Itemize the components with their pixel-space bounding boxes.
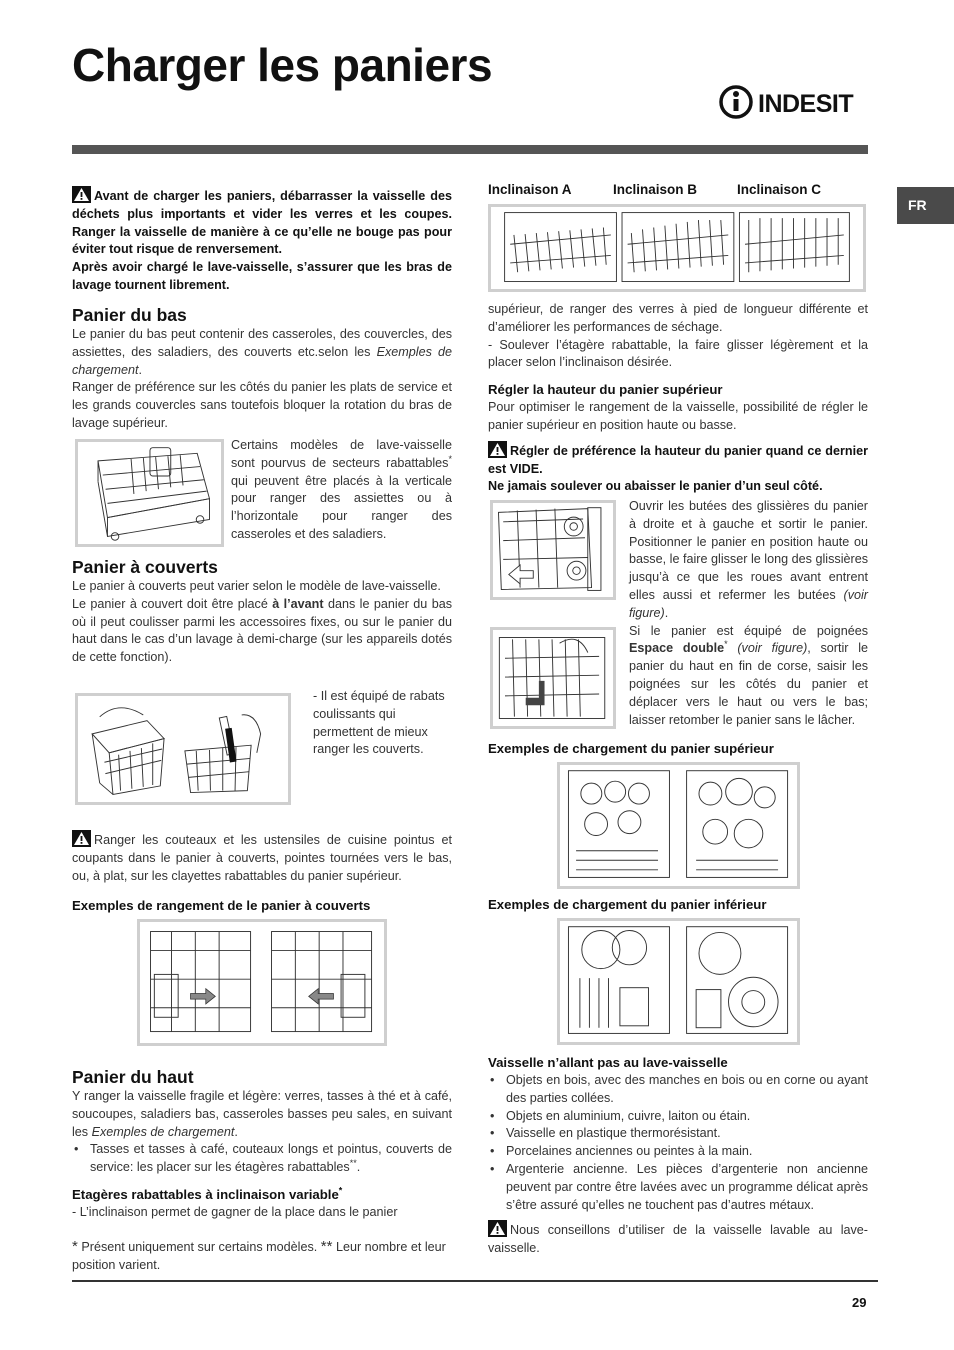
indesit-logo	[718, 84, 868, 124]
lower-basket-examples-figure	[557, 918, 800, 1045]
panier-bas-p3-sup: *	[448, 453, 452, 464]
intro-warning-text: Avant de charger les paniers, débarrasser la vaisselle des déchets plus importants et vider les verres et les coupes. Ranger la vaisselle de manière à ce qu’elle ne bouge pas pour éviter tout risque de renversement.	[72, 189, 452, 257]
panier-haut-bullets	[72, 1141, 452, 1177]
warning-icon	[72, 186, 91, 203]
couverts-warning	[72, 830, 452, 885]
panier-couverts-p1: Le panier à couverts peut varier selon le modèle de lave-vaisselle.	[72, 579, 441, 593]
cutlery-basket-drawing	[78, 696, 288, 802]
panier-couverts-heading: Panier à couverts	[72, 557, 218, 577]
espace-double-figure	[490, 627, 616, 729]
panier-haut-p1	[72, 1088, 452, 1141]
regler-p2-italic: (voir figure)	[629, 587, 869, 620]
list-item: • Vaisselle en plastique thermorésistant.	[488, 1125, 868, 1143]
panier-bas-p3-start: Certains modèles de lave-vaisselle sont pourvus de secteurs rabattables	[231, 438, 452, 470]
couverts-examples-heading: Exemples de rangement de le panier à couverts	[72, 898, 371, 914]
cont-text-2: - Soulever l’étagère rabattable, la faire glisser légèrement et la placer selon l’inclinaison désirée.	[488, 337, 868, 370]
panier-bas-p3	[231, 437, 452, 544]
panier-bas-p3-end: qui peuvent être placés à la verticale pour ranger des assiettes ou à l’horizontale pour ranger des casseroles et des saladiers.	[231, 473, 452, 541]
panier-haut-p1-end: .	[234, 1124, 238, 1139]
panier-couverts-p2-end: dans le panier du bas où il peut coulisser parmi les accessoires fixes, ou sur le panier du haut dans le cas d’un lavage à demi-charge (sur les appareils dotés de cette fonction).	[72, 596, 453, 665]
vaisselle-section	[488, 1054, 868, 1258]
slide-rail-figure	[490, 500, 616, 600]
incl-label-b: Inclinaison B	[613, 182, 698, 197]
regler-p3-start: Si le panier est équipé de poignées	[629, 623, 868, 638]
language-tab: FR	[897, 187, 954, 224]
cont-text-1: supérieur, de ranger des verres à pied de longueur différente et d’améliorer les performances de séchage.	[488, 302, 868, 334]
list-item: • Argenterie ancienne. Les pièces d’argenterie non ancienne peuvent par contre être lavées avec un programme délicat après s’être assuré qu’elles ne touchent pas d’autres métaux.	[488, 1161, 868, 1214]
cutlery-examples-drawing	[140, 922, 384, 1043]
regler-p3-sup: *	[724, 639, 728, 650]
header-rule	[72, 145, 868, 154]
panier-bas-p1	[72, 326, 452, 379]
vaisselle-list	[488, 1072, 868, 1214]
warning-icon	[72, 830, 91, 847]
panier-couverts-p2-bold: à l’avant	[272, 596, 324, 611]
warning-icon	[488, 441, 507, 458]
bullet-text: Tasses et tasses à café, couteaux longs et pointus, couverts de service: les placer sur les étagères rabattables	[90, 1142, 452, 1175]
ex-inf-heading: Exemples de chargement du panier inférieur	[488, 897, 767, 912]
intro-section	[72, 186, 452, 295]
cutlery-examples-figure	[137, 919, 387, 1046]
panier-bas-section	[72, 304, 452, 433]
regler-warn-1-text: Régler de préférence la hauteur du panier quand ce dernier est VIDE.	[488, 443, 868, 476]
panier-haut-heading: Panier du haut	[72, 1067, 194, 1087]
panier-haut-p1-text: Y ranger la vaisselle fragile et légère: verres, tasses à thé et à café, soucoupes, saladiers bas, casseroles basses peu sales, en suivant les	[72, 1089, 452, 1139]
ex-inf-heading-block	[488, 896, 868, 914]
list-item: • Objets en bois, avec des manches en bois ou en corne ou ayant des parties collées.	[488, 1072, 868, 1108]
logo-emblem-icon	[718, 84, 758, 124]
inclinaison-continuation	[488, 301, 868, 496]
page-number: 29	[852, 1295, 867, 1310]
panier-haut-p1-link: Exemples de chargement	[91, 1124, 235, 1139]
lower-basket-figure	[75, 439, 224, 547]
etageres-text: - L’inclinaison permet de gagner de la place dans le panier	[72, 1204, 398, 1219]
regler-p3-end: , sortir le panier du haut en fin de corse, saisir les poignées sur les côtés du panier et déplacer vers le haut ou vers le bas; laisser retomber le panier sans le lâcher.	[629, 641, 868, 727]
couverts-warning-block	[72, 830, 452, 915]
cutlery-basket-figure	[75, 693, 291, 805]
vaisselle-heading: Vaisselle n’allant pas au lave-vaisselle	[488, 1055, 728, 1070]
list-item: • Porcelaines anciennes ou peintes à la main.	[488, 1143, 868, 1161]
incl-label-a: Inclinaison A	[488, 182, 572, 197]
lower-basket-drawing	[78, 442, 221, 544]
intro-warning-paragraph	[72, 186, 452, 259]
panier-bas-p1-text: Le panier du bas peut contenir des casseroles, des couvercles, des assiettes, des saladiers, des couverts etc.selon les	[72, 327, 452, 359]
panier-couverts-section	[72, 556, 452, 667]
slide-rail-drawing	[493, 503, 613, 597]
footer-rule	[72, 1280, 878, 1282]
regler-p2	[629, 498, 868, 623]
etageres-heading-text: Etagères rabattables à inclinaison variable	[72, 1186, 339, 1202]
ex-sup-heading: Exemples de chargement du panier supérieur	[488, 741, 774, 756]
footnote-text	[72, 1238, 452, 1275]
regler-p2-end: .	[664, 605, 669, 620]
upper-basket-examples-figure	[557, 762, 800, 889]
ex-sup-heading-block	[488, 740, 868, 758]
etageres-sup: *	[338, 1185, 343, 1196]
regler-p3	[629, 623, 868, 730]
side-note-text: - Il est équipé de rabats coulissants qui permettent de mieux ranger les couverts.	[313, 689, 445, 757]
regler-p3-italic: (voir figure)	[737, 641, 808, 656]
bullet-sup: **	[349, 1158, 357, 1168]
regler-p1: Pour optimiser le rangement de la vaisselle, possibilité de régler le panier supérieur en position haute ou basse.	[488, 400, 868, 432]
incl-label-c: Inclinaison C	[737, 182, 822, 197]
regler-p2-block	[629, 498, 868, 729]
inclinaison-figure	[488, 204, 866, 292]
panier-bas-p1-end: .	[138, 362, 143, 377]
footnote-1: Présent uniquement sur certains modèles.	[81, 1240, 318, 1254]
list-item	[72, 1141, 452, 1177]
couverts-warning-text: Ranger les couteaux et les ustensiles de cuisine pointus et coupants dans le panier à couverts, pointes tournées vers le bas, ou, à plat, sur les clayettes rabattables du panier supérieur.	[72, 833, 452, 883]
regler-warn-2: Ne jamais soulever ou abaisser le panier d’un seul côté.	[488, 479, 823, 494]
footnotes	[72, 1238, 452, 1275]
list-item: • Objets en aluminium, cuivre, laiton ou étain.	[488, 1108, 868, 1126]
footnote-star: *	[72, 1238, 78, 1255]
panier-bas-p2: Ranger de préférence sur les côtés du panier les plats de service et les grands couvercles sans toutefois bloquer la rotation du bras de lavage supérieur.	[72, 380, 452, 430]
panier-bas-p3-block	[231, 437, 452, 544]
panier-couverts-p2-start: Le panier à couvert doit être placé	[72, 596, 268, 611]
upper-basket-examples-drawing	[560, 765, 797, 886]
espace-double-drawing	[493, 630, 613, 726]
brand-name: INDESIT	[758, 90, 854, 118]
footnote-star2: **	[320, 1238, 333, 1255]
lower-basket-examples-drawing	[560, 921, 797, 1042]
panier-haut-section	[72, 1066, 452, 1222]
panier-couverts-side-note	[313, 688, 452, 759]
intro-after-text: Après avoir chargé le lave-vaisselle, s’assurer que les bras de lavage tournent librement.	[72, 260, 452, 292]
etageres-heading	[72, 1186, 452, 1204]
regler-heading: Régler la hauteur du panier supérieur	[488, 382, 723, 398]
page-title: Charger les paniers	[72, 39, 493, 91]
inclinaison-drawing	[491, 207, 863, 289]
bullet-end: .	[356, 1160, 361, 1175]
footnote-2: Leur nombre et leur position varient.	[72, 1240, 446, 1272]
regler-p2-text: Ouvrir les butées des glissières du panier à droite et à gauche et sortir le panier. Positionner le panier en position haute ou basse, le faire glisser le long des glissières jusqu’à ce que les roues avant entrent elles aussi et refermer les butées	[629, 499, 868, 602]
regler-warn-1	[488, 441, 868, 479]
final-warning-text: Nous conseillons d’utiliser de la vaisselle lavable au lave-vaisselle.	[488, 1223, 868, 1256]
panier-bas-p1-link: Exemples de chargement	[72, 344, 452, 377]
vaisselle-final-warning	[488, 1220, 868, 1258]
panier-couverts-p2	[72, 596, 452, 667]
regler-p3-bold: Espace double	[629, 641, 725, 656]
panier-bas-heading: Panier du bas	[72, 305, 187, 325]
warning-icon	[488, 1220, 507, 1237]
